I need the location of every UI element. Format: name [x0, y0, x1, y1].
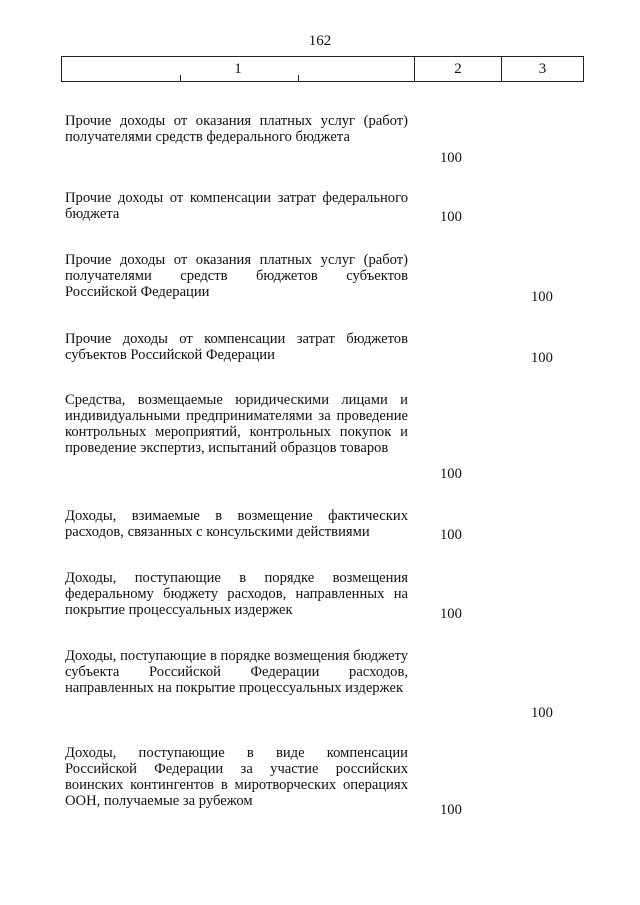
row-value-col2: 100	[440, 466, 462, 482]
row-description: Прочие доходы от оказания платных услуг (работ) получателями средств бюджетов субъектов Российской Федерации	[65, 252, 408, 300]
row-value-col3: 100	[531, 350, 553, 366]
row-description: Доходы, взимаемые в возмещение фактических расходов, связанных с консульскими действиями	[65, 508, 408, 540]
row-description: Доходы, поступающие в порядке возмещения бюджету субъекта Российской Федерации расходов, направленных на покрытие процессуальных издержек	[65, 648, 408, 696]
column-header-1: 1	[234, 60, 242, 77]
row-description: Прочие доходы от компенсации затрат федерального бюджета	[65, 190, 408, 222]
row-value-col2: 100	[440, 209, 462, 225]
row-value-col2: 100	[440, 150, 462, 166]
row-description: Прочие доходы от оказания платных услуг (работ) получателями средств федерального бюджета	[65, 113, 408, 145]
row-value-col3: 100	[531, 705, 553, 721]
header-tick-mark	[298, 75, 299, 81]
page-number: 162	[308, 33, 332, 49]
row-value-col2: 100	[440, 527, 462, 543]
row-value-col2: 100	[440, 606, 462, 622]
row-description: Доходы, поступающие в виде компенсации Российской Федерации за участие российских воинских контингентов в миротворческих операциях ООН, получаемые за рубежом	[65, 745, 408, 809]
column-header-2: 2	[414, 57, 501, 81]
row-description: Средства, возмещаемые юридическими лицами и индивидуальными предпринимателями за проведение контрольных мероприятий, контрольных покупок и проведение экспертиз, испытаний образцов товаров	[65, 392, 408, 456]
row-description: Прочие доходы от компенсации затрат бюджетов субъектов Российской Федерации	[65, 331, 408, 363]
row-description: Доходы, поступающие в порядке возмещения федеральному бюджету расходов, направленных на покрытие процессуальных издержек	[65, 570, 408, 618]
header-tick-mark	[180, 75, 181, 81]
column-header-table	[61, 56, 584, 82]
row-value-col2: 100	[440, 802, 462, 818]
row-value-col3: 100	[531, 289, 553, 305]
column-header-3: 3	[501, 57, 583, 81]
